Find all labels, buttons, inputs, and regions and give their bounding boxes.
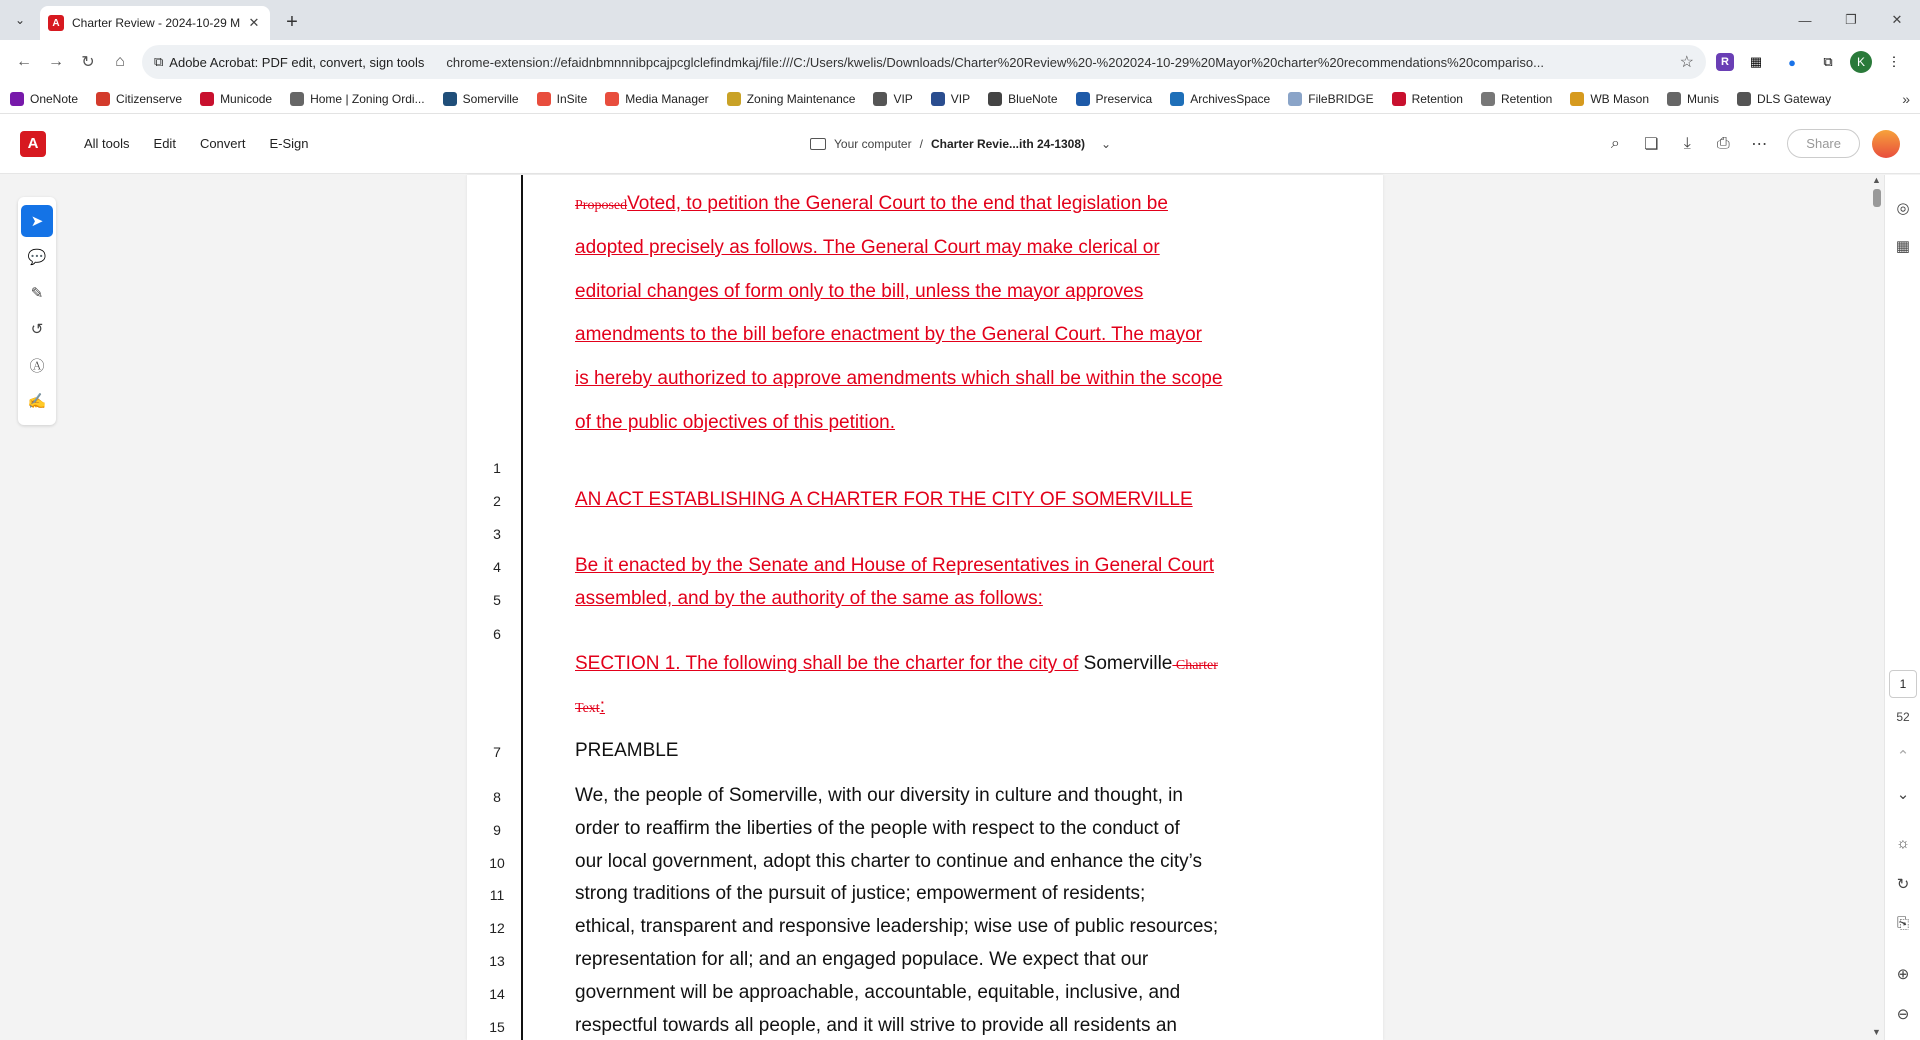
rotate-icon[interactable]: ↻ bbox=[1896, 876, 1910, 893]
bookmark-item[interactable] bbox=[605, 92, 708, 106]
thumbnails-grid-icon[interactable]: ▦ bbox=[1895, 238, 1911, 255]
document-workspace bbox=[0, 175, 1920, 1040]
line-number: 4 bbox=[493, 559, 501, 575]
bookmark-item[interactable] bbox=[727, 92, 856, 106]
bookmark-label: Citizenserve bbox=[116, 91, 183, 106]
total-pages: 52 bbox=[1896, 710, 1910, 724]
bookmark-item[interactable] bbox=[1392, 92, 1463, 106]
bookmark-item[interactable] bbox=[1570, 92, 1649, 106]
section-1-line-cont: Text: bbox=[575, 696, 605, 717]
bookmark-label: OneNote bbox=[30, 91, 79, 106]
bookmark-favicon-icon bbox=[605, 92, 619, 106]
body-line: order to reaffirm the liberties of the people with respect to the conduct of bbox=[575, 818, 1180, 839]
extension-puzzle-icon: ⧉ bbox=[154, 54, 164, 69]
current-page-input[interactable]: 1 bbox=[1889, 670, 1917, 698]
line-number: 15 bbox=[489, 1019, 505, 1035]
bookmark-favicon-icon bbox=[1737, 92, 1751, 106]
bookmark-item[interactable] bbox=[1737, 92, 1831, 106]
tab-title: Charter Review - 2024-10-29 M bbox=[72, 16, 241, 30]
minimize-icon[interactable]: — bbox=[1798, 12, 1812, 28]
extension-zoom-icon[interactable]: ● bbox=[1788, 54, 1796, 70]
bookmark-favicon-icon bbox=[200, 92, 214, 106]
close-window-icon[interactable]: ✕ bbox=[1891, 12, 1903, 27]
acrobat-favicon-icon: A bbox=[48, 15, 64, 31]
window-controls bbox=[1782, 0, 1920, 40]
bookmark-label: VIP bbox=[893, 91, 913, 106]
bookmark-item[interactable] bbox=[1481, 92, 1552, 106]
site-info-chip[interactable] bbox=[154, 54, 436, 70]
line-number: 1 bbox=[493, 460, 501, 476]
intro-line-3: editorial changes of form only to the bill, unless the mayor approves bbox=[575, 281, 1144, 302]
back-icon[interactable]: ← bbox=[16, 53, 32, 70]
bookmark-label: Retention bbox=[1411, 91, 1463, 106]
bookmark-favicon-icon bbox=[1392, 92, 1406, 106]
draw-freehand-icon[interactable]: ↺ bbox=[30, 321, 44, 338]
print-icon[interactable]: ⎙ bbox=[1716, 134, 1730, 152]
bookmark-favicon-icon bbox=[290, 92, 304, 106]
forward-icon[interactable]: → bbox=[48, 53, 64, 70]
line-number: 7 bbox=[493, 744, 501, 760]
bookmark-label: ArchivesSpace bbox=[1190, 91, 1271, 106]
zoom-in-icon[interactable]: ⊕ bbox=[1896, 966, 1910, 983]
extensions-puzzle-icon[interactable]: ⧉ bbox=[1823, 54, 1833, 69]
line-number: 2 bbox=[493, 493, 501, 509]
menu-edit[interactable]: Edit bbox=[153, 136, 176, 151]
extension-grid-icon[interactable]: ▦ bbox=[1749, 54, 1763, 69]
bookmark-item[interactable] bbox=[10, 92, 78, 106]
bookmark-label: InSite bbox=[556, 91, 588, 106]
line-number: 8 bbox=[493, 789, 501, 805]
bookmark-item[interactable] bbox=[931, 92, 970, 106]
bookmark-favicon-icon bbox=[873, 92, 887, 106]
bookmark-item[interactable] bbox=[1667, 92, 1719, 106]
bookmark-favicon-icon bbox=[537, 92, 551, 106]
select-cursor-icon[interactable]: ➤ bbox=[21, 205, 53, 237]
bookmark-label: DLS Gateway bbox=[1757, 91, 1832, 106]
line-number: 11 bbox=[489, 887, 505, 903]
bookmark-favicon-icon bbox=[1481, 92, 1495, 106]
scroll-thumb[interactable] bbox=[1873, 189, 1881, 207]
bookmark-item[interactable] bbox=[1076, 92, 1153, 106]
tab-close-icon[interactable]: ✕ bbox=[248, 15, 260, 30]
line-number: 6 bbox=[493, 626, 501, 642]
bookmark-favicon-icon bbox=[1170, 92, 1184, 106]
browser-tab-strip bbox=[0, 0, 1920, 40]
bookmark-label: Somerville bbox=[462, 91, 519, 106]
bookmark-item[interactable] bbox=[96, 92, 182, 106]
bookmark-item[interactable] bbox=[873, 92, 912, 106]
add-comment-icon[interactable]: 💬 bbox=[27, 249, 47, 266]
url-text[interactable]: chrome-extension://efaidnbmnnnibpcajpcglclefindmkaj/file:///C:/Users/kwelis/Downloads/Charter%20Review%20-%202024-10-29%20Mayor%20charter%20recommendations%20compariso... bbox=[446, 54, 1544, 70]
bookmark-label: Home | Zoning Ordi... bbox=[310, 91, 425, 106]
bookmark-item[interactable] bbox=[1288, 92, 1373, 106]
chevron-down-icon[interactable]: ⌄ bbox=[1101, 137, 1112, 151]
body-line: ethical, transparent and responsive leadership; wise use of public resources; bbox=[575, 916, 1219, 937]
brightness-icon[interactable]: ☼ bbox=[1896, 835, 1910, 852]
text-box-icon[interactable]: Ⓐ bbox=[29, 357, 45, 375]
body-line: We, the people of Somerville, with our diversity in culture and thought, in bbox=[575, 785, 1183, 806]
extension-r-icon[interactable]: R bbox=[1716, 53, 1734, 71]
search-icon[interactable]: ⌕ bbox=[1610, 134, 1620, 152]
location-label: Your computer bbox=[834, 137, 912, 151]
bookmark-label: VIP bbox=[950, 91, 971, 106]
address-bar-row bbox=[0, 40, 1920, 84]
right-rail bbox=[1884, 175, 1920, 1040]
menu-all-tools[interactable]: All tools bbox=[84, 136, 130, 151]
bookmark-item[interactable] bbox=[443, 92, 519, 106]
computer-icon bbox=[810, 138, 826, 150]
bookmark-favicon-icon bbox=[10, 92, 24, 106]
page-view-icon[interactable]: ❏ bbox=[1644, 135, 1659, 153]
menu-e-sign[interactable]: E-Sign bbox=[269, 136, 309, 151]
home-icon[interactable]: ⌂ bbox=[115, 53, 125, 70]
bookmark-item[interactable] bbox=[988, 92, 1057, 106]
intro-line-4: amendments to the bill before enactment by the General Court. The mayor bbox=[575, 324, 1202, 345]
bookmark-favicon-icon bbox=[988, 92, 1002, 106]
tab-search-icon[interactable]: ⌄ bbox=[14, 13, 26, 27]
document-name: Charter Revie...ith 24-1308) bbox=[930, 137, 1086, 151]
acrobat-logo-icon[interactable]: A bbox=[20, 131, 46, 157]
document-location[interactable] bbox=[810, 114, 1111, 174]
bookmark-favicon-icon bbox=[443, 92, 457, 106]
scroll-up-icon[interactable]: ▲ bbox=[1872, 175, 1881, 185]
line-number: 9 bbox=[493, 822, 501, 838]
ai-assistant-icon[interactable]: ◎ bbox=[1896, 200, 1910, 217]
site-chip-label: Adobe Acrobat: PDF edit, convert, sign tools bbox=[169, 54, 425, 70]
pdf-page bbox=[467, 175, 1383, 1040]
section-1-line: SECTION 1. The following shall be the charter for the city of Somerville Charter bbox=[575, 653, 1218, 674]
intro-line-2: adopted precisely as follows. The General Court may make clerical or bbox=[575, 237, 1160, 258]
acrobat-toolbar bbox=[0, 114, 1920, 174]
intro-line-5: is hereby authorized to approve amendments which shall be within the scope bbox=[575, 368, 1223, 389]
bookmarks-overflow-icon[interactable]: » bbox=[1902, 90, 1910, 107]
browser-menu-icon[interactable]: ⋮ bbox=[1887, 54, 1901, 69]
bookmarks-bar bbox=[0, 84, 1920, 114]
intro-line-1: ProposedVoted, to petition the General Court to the end that legislation be bbox=[575, 193, 1168, 214]
bookmark-favicon-icon bbox=[1570, 92, 1584, 106]
bookmark-favicon-icon bbox=[1288, 92, 1302, 106]
browser-tab-active[interactable] bbox=[40, 6, 270, 40]
bookmark-item[interactable] bbox=[290, 92, 425, 106]
location-separator: / bbox=[919, 137, 923, 151]
body-line: respectful towards all people, and it will strive to provide all residents an bbox=[575, 1015, 1177, 1036]
download-icon[interactable]: ⤓ bbox=[1683, 134, 1691, 152]
bookmark-label: Media Manager bbox=[625, 91, 709, 106]
page-down-icon[interactable]: ⌄ bbox=[1896, 786, 1910, 803]
user-avatar[interactable] bbox=[1872, 130, 1900, 158]
body-line: our local government, adopt this charter to continue and enhance the city’s bbox=[575, 851, 1203, 872]
bookmark-favicon-icon bbox=[1076, 92, 1090, 106]
bookmark-favicon-icon bbox=[931, 92, 945, 106]
bookmark-label: Retention bbox=[1500, 91, 1553, 106]
bookmark-label: WB Mason bbox=[1590, 91, 1650, 106]
page-fit-icon[interactable]: ⎘ bbox=[1896, 915, 1909, 932]
intro-strike: Proposed bbox=[575, 198, 628, 213]
line-number: 13 bbox=[489, 953, 505, 969]
scroll-down-icon[interactable]: ▼ bbox=[1872, 1027, 1881, 1037]
bookmark-star-icon[interactable]: ☆ bbox=[1679, 54, 1694, 71]
profile-avatar[interactable]: K bbox=[1850, 51, 1872, 73]
bookmark-item[interactable] bbox=[537, 92, 588, 106]
restore-icon[interactable]: ❐ bbox=[1845, 12, 1857, 27]
menu-convert[interactable]: Convert bbox=[199, 136, 246, 151]
line-number: 10 bbox=[489, 855, 505, 871]
body-line: government will be approachable, accountable, equitable, inclusive, and bbox=[575, 982, 1181, 1003]
quick-tools-panel bbox=[18, 197, 56, 425]
body-line: strong traditions of the pursuit of justice; empowerment of residents; bbox=[575, 883, 1146, 904]
line-number: 3 bbox=[493, 526, 501, 542]
body-line: representation for all; and an engaged populace. We expect that our bbox=[575, 949, 1149, 970]
line-number: 14 bbox=[489, 986, 505, 1002]
new-tab-button[interactable]: + bbox=[286, 10, 298, 33]
bookmark-item[interactable] bbox=[200, 92, 272, 106]
line-number: 12 bbox=[489, 920, 505, 936]
bookmark-label: Munis bbox=[1687, 91, 1720, 106]
bookmark-favicon-icon bbox=[1667, 92, 1681, 106]
bookmark-label: Preservica bbox=[1095, 91, 1153, 106]
acrobat-right-actions bbox=[1597, 129, 1900, 158]
vertical-scrollbar[interactable] bbox=[1870, 175, 1884, 1040]
sign-icon[interactable]: ✍ bbox=[27, 393, 47, 410]
bookmark-label: Zoning Maintenance bbox=[746, 91, 856, 106]
preamble-heading: PREAMBLE bbox=[575, 740, 679, 761]
intro-line-6: of the public objectives of this petition. bbox=[575, 412, 896, 433]
more-icon[interactable]: ⋯ bbox=[1751, 135, 1768, 153]
share-button[interactable]: Share bbox=[1787, 129, 1860, 158]
enacted-line-2: assembled, and by the authority of the same as follows: bbox=[575, 588, 1043, 609]
bookmark-favicon-icon bbox=[727, 92, 741, 106]
bookmark-label: FileBRIDGE bbox=[1308, 91, 1374, 106]
enacted-line-1: Be it enacted by the Senate and House of Representatives in General Court bbox=[575, 555, 1215, 576]
bookmark-item[interactable] bbox=[1170, 92, 1270, 106]
highlight-pen-icon[interactable]: ✎ bbox=[30, 285, 44, 302]
bookmark-label: BlueNote bbox=[1008, 91, 1058, 106]
bookmark-label: Municode bbox=[220, 91, 273, 106]
zoom-out-icon[interactable]: ⊖ bbox=[1896, 1006, 1910, 1023]
reload-icon[interactable]: ↻ bbox=[81, 54, 95, 71]
act-title: AN ACT ESTABLISHING A CHARTER FOR THE CITY OF SOMERVILLE bbox=[575, 489, 1193, 510]
line-number: 5 bbox=[493, 592, 501, 608]
bookmark-favicon-icon bbox=[96, 92, 110, 106]
omnibox[interactable] bbox=[142, 45, 1706, 79]
page-up-icon[interactable]: ⌃ bbox=[1896, 748, 1910, 765]
